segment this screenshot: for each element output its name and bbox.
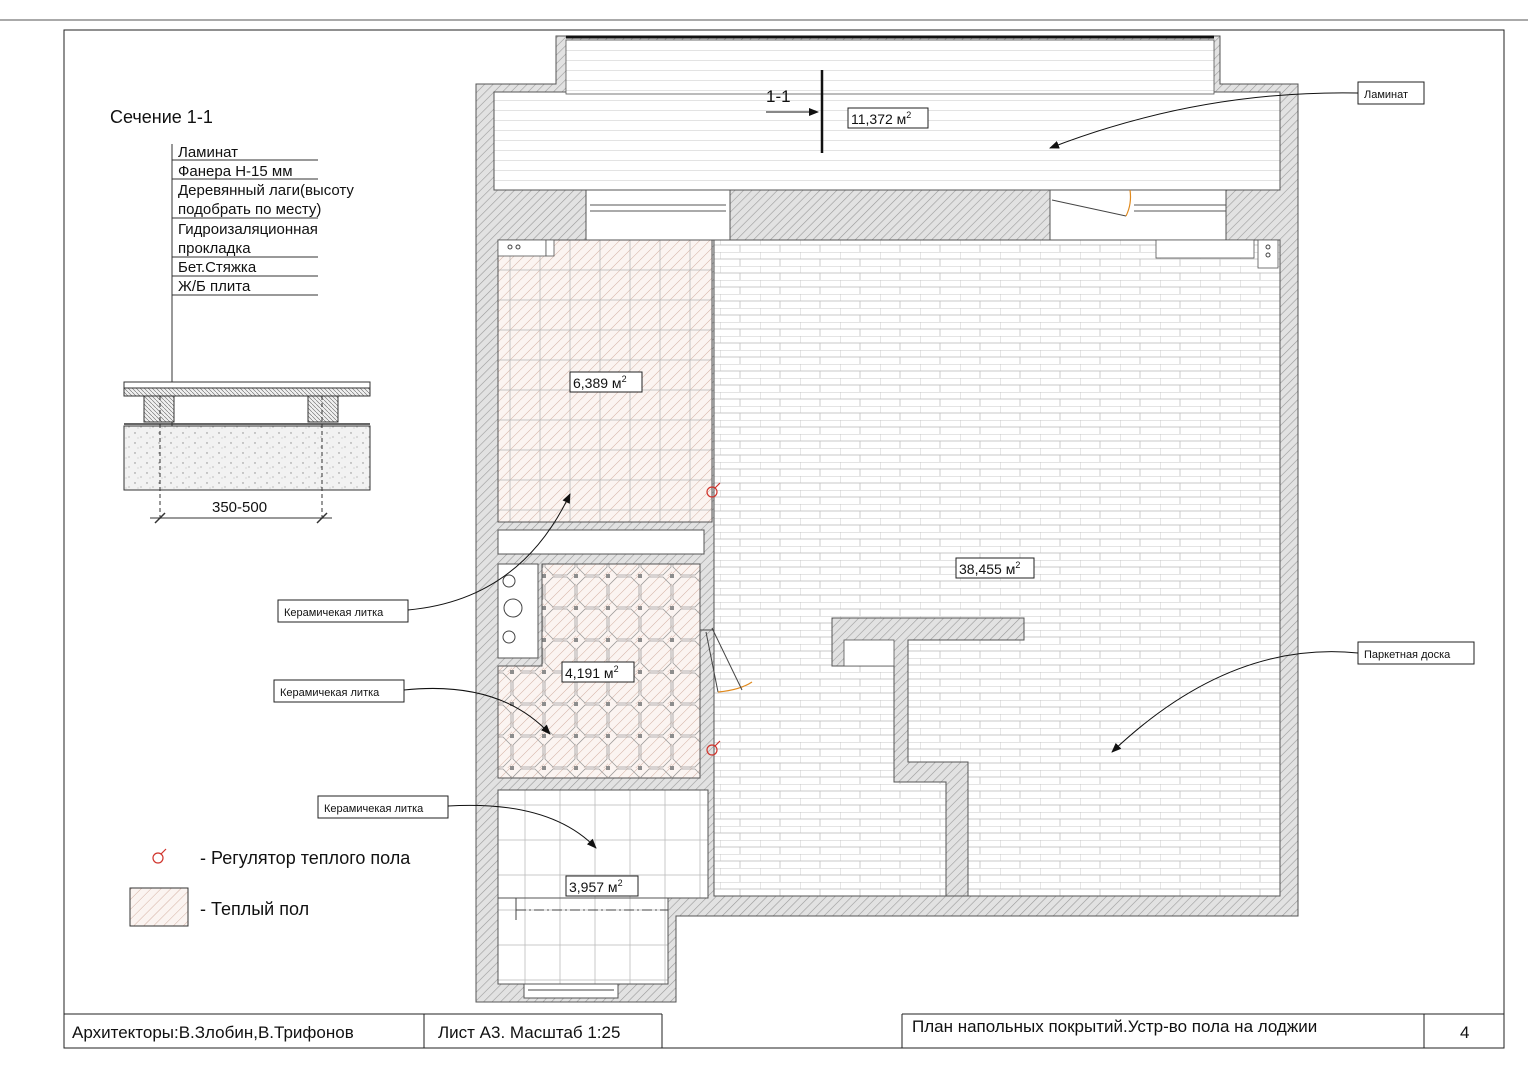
svg-text:Керамичекая литка: Керамичекая литка [280,687,380,699]
floor-plan [476,36,1298,1002]
svg-text:Ламинат: Ламинат [1364,89,1409,101]
svg-text:Деревянный лаги(высоту: Деревянный лаги(высоту [178,182,354,199]
regulator-legend-icon [153,849,166,863]
svg-text:3,957 м2: 3,957 $м^2$ [569,878,623,895]
section-title: Сечение 1-1 [110,107,213,127]
svg-text:Керамичекая литка: Керамичекая литка [324,803,424,815]
svg-text:6,389 м2: 6,389 $м^2$ [573,374,627,391]
legend-regulator-label: - Регулятор теплого пола [200,848,411,868]
svg-text:4,191 м2: 4,191 $м^2$ [565,664,619,681]
area-label-bathroom [562,662,634,682]
area-label-living [956,558,1034,578]
architects-label: Архитекторы:В.Злобин,В.Трифонов [72,1023,354,1042]
page-number: 4 [1460,1023,1470,1042]
drawing-title: План напольных покрытий.Устр-во пола на лоджии [912,1017,1318,1036]
svg-text:прокладка: прокладка [178,240,251,257]
sheet-scale-label: Лист А3. Масштаб 1:25 [438,1023,621,1042]
area-label-hall [566,876,638,896]
legend-warm-floor-label: - Теплый пол [200,899,310,919]
section-detail [110,107,370,523]
section-dimension: 350-500 [212,499,268,516]
svg-text:Фанера Н-15 мм: Фанера Н-15 мм [178,163,293,180]
section-mark-label: 1-1 [766,87,791,106]
svg-text:38,455 м2: 38,455 $м^2$ [959,560,1021,577]
title-block [64,1014,1504,1048]
svg-text:Керамичекая литка: Керамичекая литка [284,607,384,619]
svg-text:Гидроизаляционная: Гидроизаляционная [178,221,318,238]
svg-text:11,372 м2: 11,372 $м^2$ [851,110,912,127]
loggia-floor [494,92,1280,190]
area-label-loggia [848,108,928,128]
section-layer-list [172,144,354,295]
warm-floor-swatch [130,888,188,926]
svg-text:Бет.Стяжка: Бет.Стяжка [178,259,257,276]
legend [130,848,411,926]
svg-text:Ж/Б плита: Ж/Б плита [178,278,251,295]
svg-text:Ламинат: Ламинат [178,144,239,161]
svg-text:подобрать по месту): подобрать по месту) [178,201,322,218]
area-label-kitchen [570,372,642,392]
svg-text:Паркетная доска: Паркетная доска [1364,649,1451,661]
